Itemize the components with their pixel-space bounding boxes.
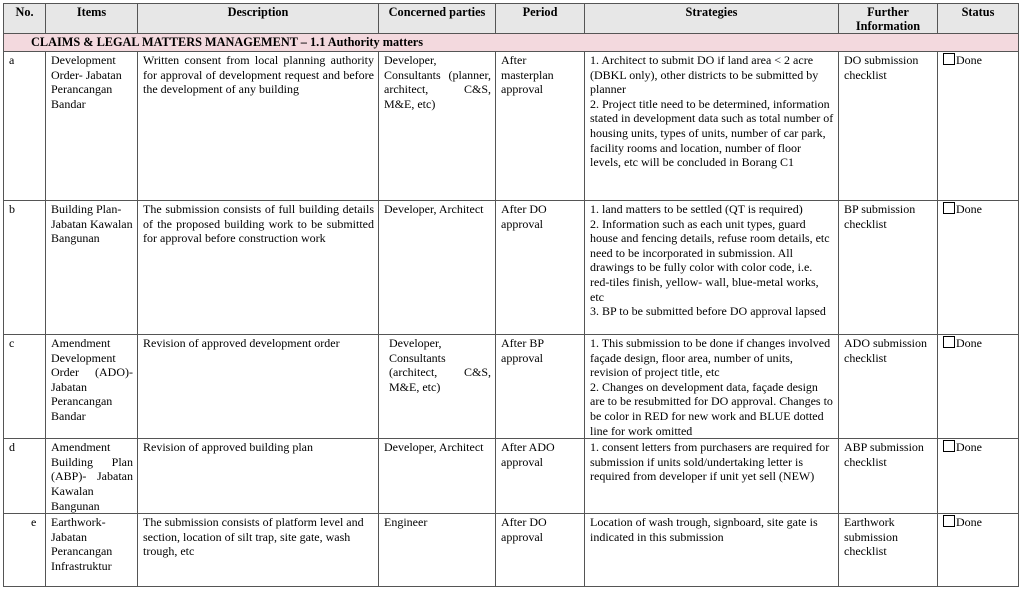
strategy-line: 2. Project title need to be determined, information stated in development data such as total number of housing units, types of units, number of car park, facility rooms and location, number of floor levels, etc will be concluded in Borang C1: [590, 96, 834, 170]
row-period: After ADO approval: [496, 439, 585, 514]
header-status: Status: [938, 4, 1019, 34]
strategy-line: 3. BP to be submitted before DO approval lapsed: [590, 304, 826, 319]
header-period: Period: [496, 4, 585, 34]
row-strategies: [585, 52, 839, 201]
strategy-line: 1. land matters to be settled (QT is required): [590, 202, 803, 216]
header-concerned-parties: Concerned parties: [379, 4, 496, 34]
table-row: [4, 52, 1019, 201]
header-further-information: Further Information: [839, 4, 938, 34]
header-items: Items: [46, 4, 138, 34]
row-strategies: [585, 439, 839, 514]
row-description: The submission consists of platform level and section, location of silt trap, site gate, wash trough, etc: [138, 514, 379, 587]
row-period: After masterplan approval: [496, 52, 585, 201]
row-description: Revision of approved development order: [138, 335, 379, 439]
done-label: Done: [956, 202, 982, 216]
done-checkbox[interactable]: [943, 336, 955, 348]
header-no: No.: [4, 4, 46, 34]
header-description: Description: [138, 4, 379, 34]
row-period: After DO approval: [496, 201, 585, 335]
section-row: [4, 34, 1019, 52]
done-label: Done: [956, 440, 982, 455]
row-further-information: ADO submission checklist: [839, 335, 938, 439]
row-concerned-parties: Developer, Architect: [379, 439, 496, 514]
row-no: b: [4, 201, 46, 335]
row-concerned-parties: Engineer: [379, 514, 496, 587]
row-concerned-parties: Developer, Consultants (planner, architect, C&S, M&E, etc): [379, 52, 496, 201]
row-further-information: BP submission checklist: [839, 201, 938, 335]
table-row: [4, 335, 1019, 439]
row-no: a: [4, 52, 46, 201]
row-period: After DO approval: [496, 514, 585, 587]
row-further-information: Earthwork submission checklist: [839, 514, 938, 587]
header-row: [4, 4, 1019, 34]
done-checkbox[interactable]: [943, 202, 955, 214]
row-concerned-parties: Developer, Consultants (architect, C&S, M&E, etc): [379, 335, 496, 439]
row-no: e: [4, 514, 46, 587]
row-description: The submission consists of full building details of the proposed building work to be submitted for approval before construction work: [138, 201, 379, 335]
row-item: Earthwork- Jabatan Perancangan Infrastruktur: [46, 514, 138, 587]
table-row: [4, 201, 1019, 335]
row-no: d: [4, 439, 46, 514]
strategy-line: 1. Architect to submit DO if land area < 2 acre (DBKL only), other districts to be submitted by planner: [590, 53, 819, 97]
row-status: [938, 439, 1019, 514]
done-checkbox[interactable]: [943, 53, 955, 65]
done-label: Done: [956, 53, 982, 67]
row-concerned-parties: Developer, Architect: [379, 201, 496, 335]
table-row: [4, 514, 1019, 587]
done-checkbox[interactable]: [943, 440, 955, 452]
row-further-information: ABP submission checklist: [839, 439, 938, 514]
strategy-line: 2. Changes on development data, façade design are to be resubmitted for DO approval. Changes to be color in RED for new work and BLUE dotted line for work omitted: [590, 379, 833, 438]
row-strategies: [585, 514, 839, 587]
row-further-information: DO submission checklist: [839, 52, 938, 201]
done-label: Done: [956, 515, 982, 530]
row-item: Amendment Development Order (ADO)- Jabatan Perancangan Bandar: [46, 335, 138, 439]
done-checkbox[interactable]: [943, 515, 955, 527]
row-description: Written consent from local planning authority for approval of development request and before the development of any building: [138, 52, 379, 201]
strategy-line: 1. This submission to be done if changes involved façade design, floor area, number of units, revision of project title, etc: [590, 336, 831, 380]
row-item: Development Order- Jabatan Perancangan Bandar: [46, 52, 138, 201]
row-strategies: [585, 201, 839, 335]
row-status: [938, 52, 1019, 201]
row-item: Amendment Building Plan (ABP)- Jabatan Kawalan Bangunan: [46, 439, 138, 514]
table-row: [4, 439, 1019, 514]
row-no: c: [4, 335, 46, 439]
row-strategies: [585, 335, 839, 439]
strategy-line: Location of wash trough, signboard, site gate is indicated in this submission: [590, 515, 818, 544]
strategy-line: 1. consent letters from purchasers are required for submission if units sold/undertaking letter is required from developer if unit yet sell (NEW): [590, 440, 830, 484]
authority-matters-table: [3, 3, 1019, 587]
section-title: CLAIMS & LEGAL MATTERS MANAGEMENT – 1.1 Authority matters: [4, 34, 1019, 52]
row-status: [938, 201, 1019, 335]
row-item: Building Plan- Jabatan Kawalan Bangunan: [46, 201, 138, 335]
strategy-line: 2. Information such as each unit types, guard house and fencing details, refuse room details, etc need to be incorporated in submission. All drawings to be fully color with color code, i.e. red-tiles finish, yellow- wall, blue-metal works, etc: [590, 216, 830, 304]
done-label: Done: [956, 336, 982, 350]
row-status: [938, 514, 1019, 587]
row-status: [938, 335, 1019, 439]
row-period: After BP approval: [496, 335, 585, 439]
row-description: Revision of approved building plan: [138, 439, 379, 514]
header-strategies: Strategies: [585, 4, 839, 34]
